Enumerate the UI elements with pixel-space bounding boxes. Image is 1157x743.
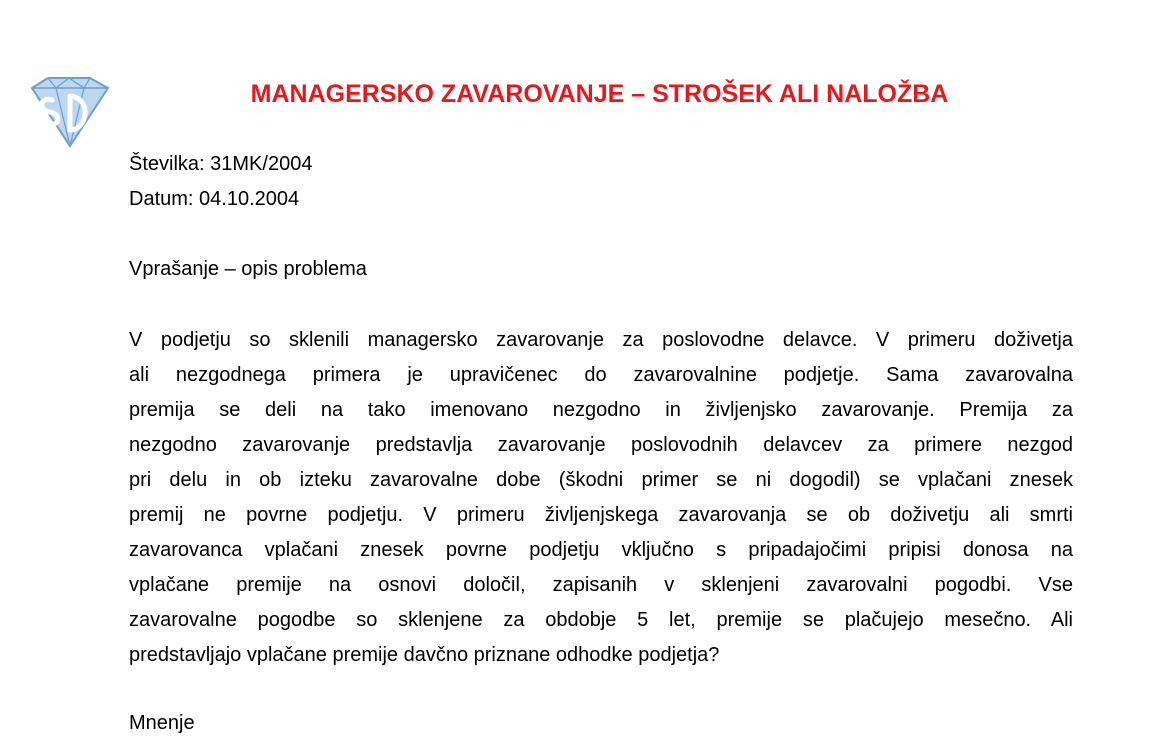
- document-date: Datum: 04.10.2004: [129, 188, 300, 210]
- paragraph-line: V podjetju so sklenili managersko zavarovanje za poslovodne delavce. V primeru doživetja: [129, 329, 1073, 351]
- paragraph-line: predstavljajo vplačane premije davčno priznane odhodke podjetja?: [129, 644, 720, 666]
- paragraph-line: zavarovalne pogodbe so sklenjene za obdobje 5 let, premije se plačujejo mesečno. Ali: [129, 609, 1073, 631]
- paragraph-line: vplačane premije na osnovi določil, zapisanih v sklenjeni zavarovalni pogodbi. Vse: [129, 574, 1073, 596]
- document-title: MANAGERSKO ZAVAROVANJE – STROŠEK ALI NALOŽBA: [250, 80, 949, 108]
- question-heading: Vprašanje – opis problema: [129, 258, 367, 280]
- opinion-heading: Mnenje: [129, 712, 195, 734]
- paragraph-line: pri delu in ob izteku zavarovalne dobe (škodni primer se ni dogodil) se vplačani znesek: [129, 469, 1073, 491]
- paragraph-line: zavarovanca vplačani znesek povrne podjetju vključno s pripadajočimi pripisi donosa na: [129, 539, 1073, 561]
- paragraph-line: ali nezgodnega primera je upravičenec do zavarovalnine podjetje. Sama zavarovalna: [129, 364, 1073, 386]
- paragraph-line: premija se deli na tako imenovano nezgodno in življenjsko zavarovanje. Premija za: [129, 399, 1073, 421]
- paragraph-line: nezgodno zavarovanje predstavlja zavarovanje poslovodnih delavcev za primere nezgod: [129, 434, 1073, 456]
- paragraph-line: premij ne povrne podjetju. V primeru življenjskega zavarovanja se ob doživetju ali smrti: [129, 504, 1073, 526]
- document-number: Številka: 31MK/2004: [129, 153, 313, 175]
- problem-paragraph: [129, 323, 1073, 673]
